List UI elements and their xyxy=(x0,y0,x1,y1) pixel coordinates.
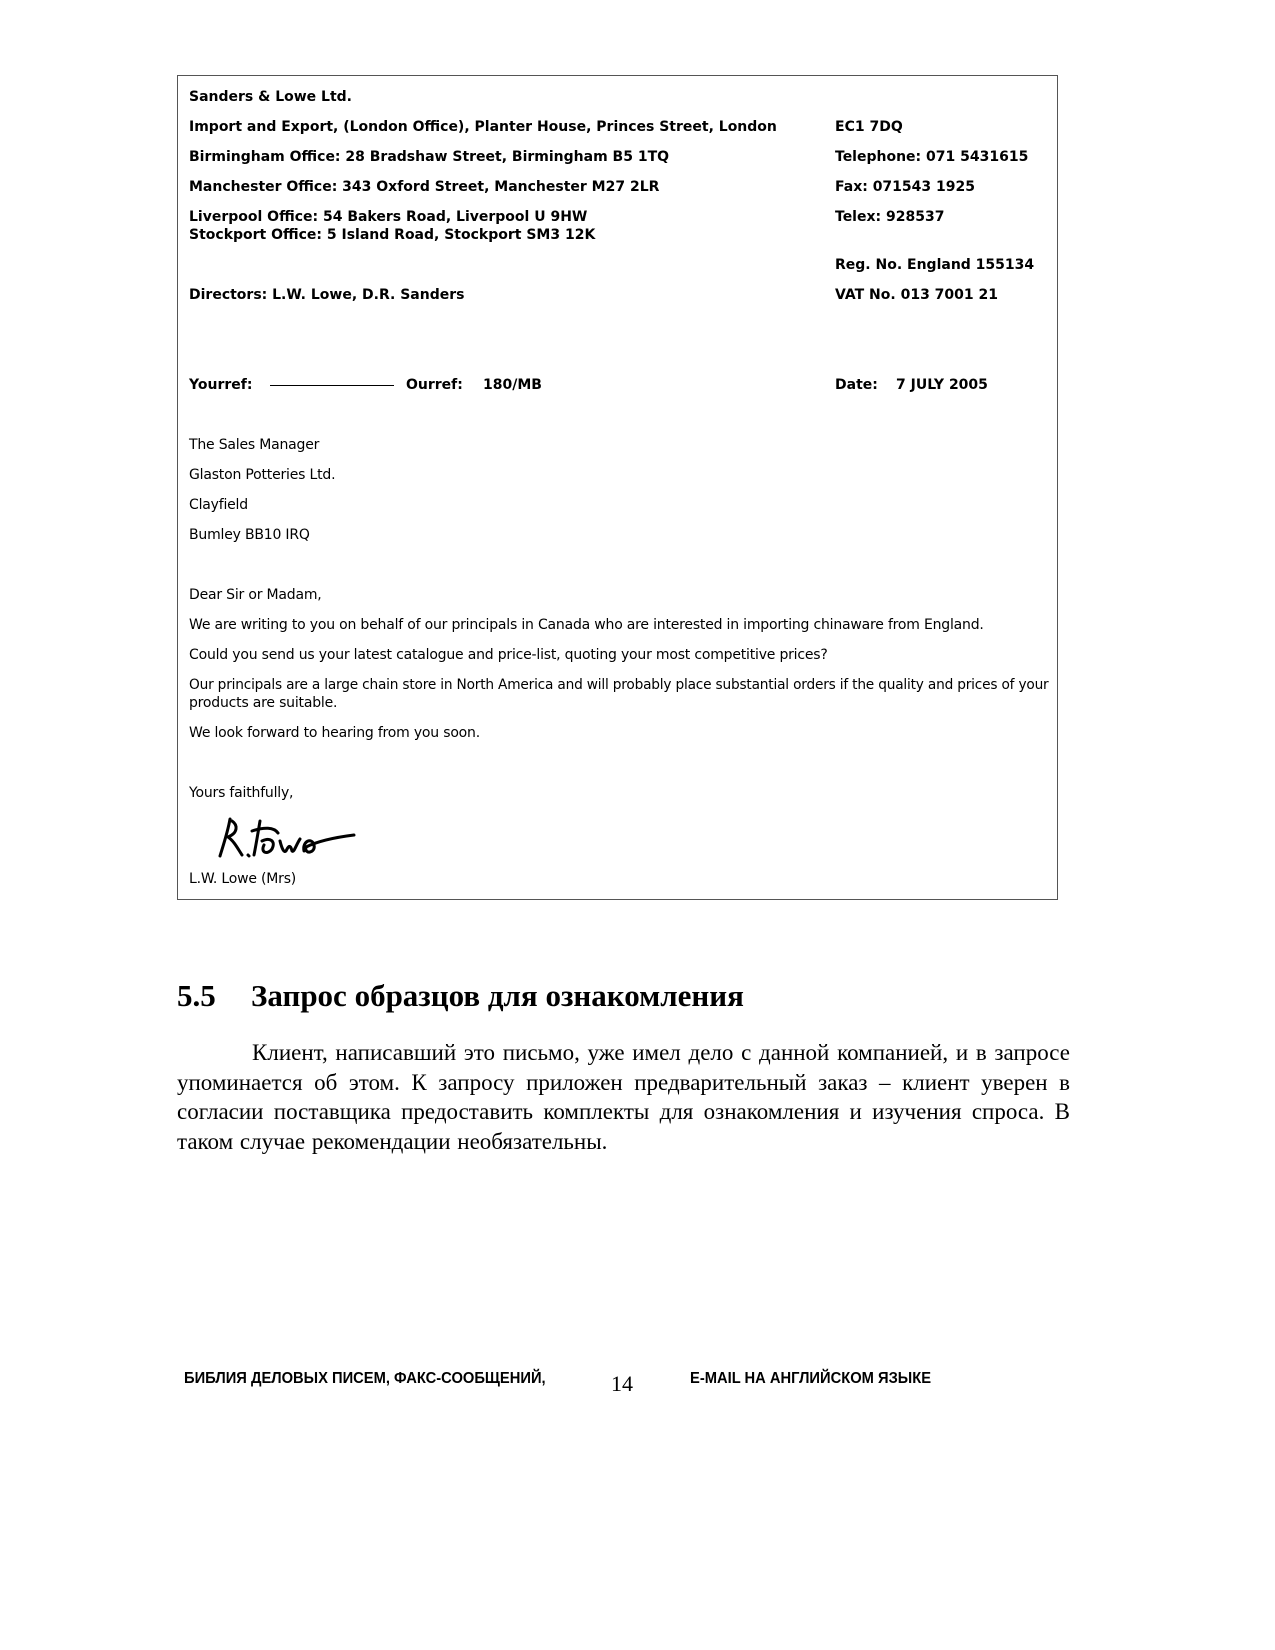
vat-number: VAT No. 013 7001 21 xyxy=(835,287,999,303)
your-ref-blank-line xyxy=(270,385,394,386)
letter-paragraph: We look forward to hearing from you soon. xyxy=(189,725,480,741)
telex: Telex: 928537 xyxy=(835,209,945,225)
stockport-office: Stockport Office: 5 Island Road, Stockport SM3 12K xyxy=(189,227,596,243)
page-number: 14 xyxy=(611,1371,633,1396)
closing: Yours faithfully, xyxy=(189,785,294,801)
section-title: Запрос образцов для ознакомления xyxy=(251,978,744,1013)
manchester-office: Manchester Office: 343 Oxford Street, Manchester M27 2LR xyxy=(189,179,660,195)
signatory-name: L.W. Lowe (Mrs) xyxy=(189,871,297,887)
recipient-line: Bumley BB10 IRQ xyxy=(189,527,310,543)
company-name: Sanders & Lowe Ltd. xyxy=(189,89,353,105)
section-number: 5.5 xyxy=(177,978,216,1013)
recipient-line: Clayfield xyxy=(189,497,248,513)
telephone: Telephone: 071 5431615 xyxy=(835,149,1029,165)
section-heading xyxy=(177,978,744,1014)
salutation: Dear Sir or Madam, xyxy=(189,587,322,603)
birmingham-office: Birmingham Office: 28 Bradshaw Street, Birmingham B5 1TQ xyxy=(189,149,670,165)
registration-number: Reg. No. England 155134 xyxy=(835,257,1035,273)
directors: Directors: L.W. Lowe, D.R. Sanders xyxy=(189,287,465,303)
letter-paragraph: products are suitable. xyxy=(189,695,338,711)
our-ref-value: 180/MB xyxy=(483,377,542,393)
recipient-line: Glaston Potteries Ltd. xyxy=(189,467,336,483)
signature-image xyxy=(208,811,358,871)
recipient-line: The Sales Manager xyxy=(189,437,320,453)
liverpool-office: Liverpool Office: 54 Bakers Road, Liverpool U 9HW xyxy=(189,209,588,225)
section-paragraph: Клиент, написавший это письмо, уже имел дело с данной компанией, и в запросе упоминается об этом. К запросу приложен предварительный заказ – клиент уверен в согласии поставщика предоставить комплекты для ознакомления и изучения спроса. В таком случае рекомендации необязательны. xyxy=(177,1040,1070,1154)
date-value: 7 JULY 2005 xyxy=(896,377,988,393)
letter-paragraph: Could you send us your latest catalogue and price-list, quoting your most competitive prices? xyxy=(189,647,828,663)
date-label: Date: xyxy=(835,377,878,393)
head-office-postcode: EC1 7DQ xyxy=(835,119,903,135)
our-ref-label: Ourref: xyxy=(406,377,463,393)
fax: Fax: 071543 1925 xyxy=(835,179,975,195)
letter-paragraph: Our principals are a large chain store in North America and will probably place substantial orders if the quality and prices of your xyxy=(189,677,1049,693)
footer-right-title: E-MAIL НА АНГЛИЙСКОМ ЯЗЫКЕ xyxy=(690,1370,932,1387)
footer-left-title: БИБЛИЯ ДЕЛОВЫХ ПИСЕМ, ФАКС-СООБЩЕНИЙ, xyxy=(184,1370,546,1387)
letter-box xyxy=(177,75,1058,900)
your-ref-label: Yourref: xyxy=(189,377,253,393)
head-office-address: Import and Export, (London Office), Planter House, Princes Street, London xyxy=(189,119,777,135)
letter-paragraph: We are writing to you on behalf of our principals in Canada who are interested in importing chinaware from England. xyxy=(189,617,984,633)
